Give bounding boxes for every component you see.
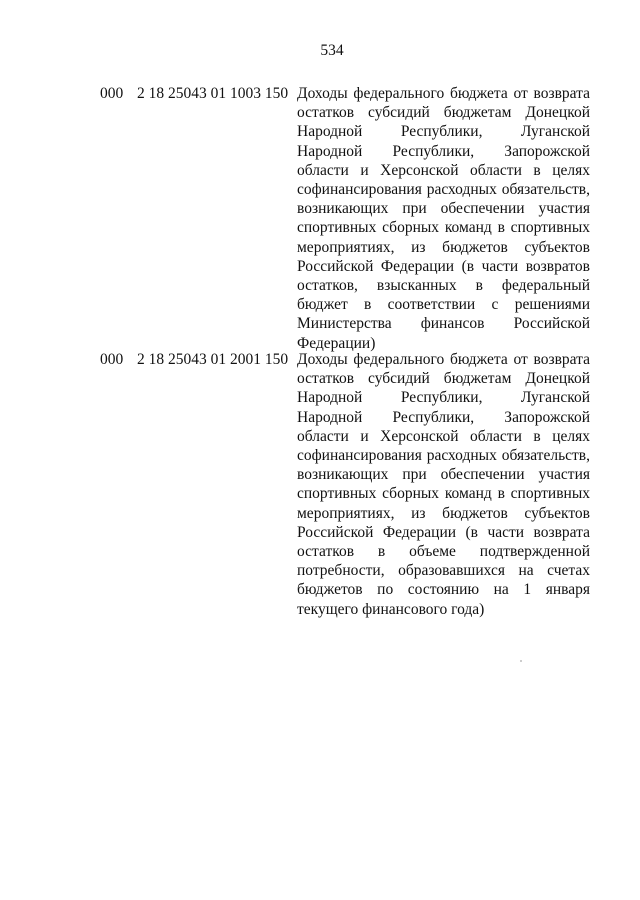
administrator-code: 000 (100, 351, 124, 368)
entry-description: Доходы федерального бюджета от возврата остатков субсидий бюджетам Донецкой Народной Республики, Луганской Народной Республики, Запорожской области и Херсонской области в целях софинансирования расходных обязательств, возникающих при обеспечении участия спортивных сборных команд в спортивных мероприятиях, из бюджетов субъектов Российской Федерации (в части возврата остатков в объеме подтвержденной потребности, образовавшихся на счетах бюджетов по состоянию на 1 января текущего финансового года) (297, 351, 590, 618)
entry-description: Доходы федерального бюджета от возврата остатков субсидий бюджетам Донецкой Народной Республики, Луганской Народной Республики, Запорожской области и Херсонской области в целях софинансирования расходных обязательств, возникающих при обеспечении участия спортивных сборных команд в спортивных мероприятиях, из бюджетов субъектов Российской Федерации (в части возвратов остатков, взысканных в федеральный бюджет в соответствии с решениями Министерства финансов Российской Федерации) (297, 85, 590, 352)
page-number: 534 (320, 42, 344, 59)
budget-classification-code: 2 18 25043 01 2001 150 (137, 351, 289, 368)
administrator-code: 000 (100, 85, 124, 102)
scan-speck (520, 660, 522, 662)
budget-classification-code: 2 18 25043 01 1003 150 (137, 85, 289, 102)
